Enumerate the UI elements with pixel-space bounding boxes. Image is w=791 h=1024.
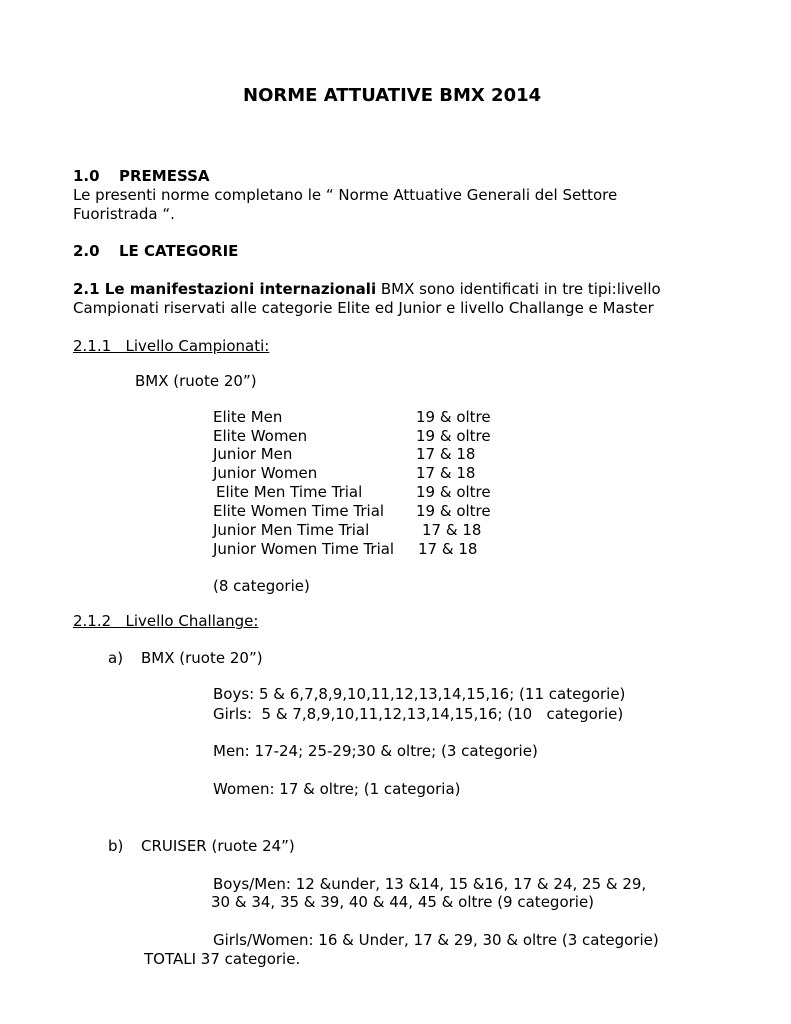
list-marker-a: a) — [108, 649, 124, 667]
section-2-1-1-heading: 2.1.1 Livello Campionati: — [73, 337, 270, 355]
category-name: Elite Men Time Trial — [216, 483, 363, 501]
category-name: Elite Men — [213, 408, 283, 426]
category-age: 17 & 18 — [416, 445, 476, 463]
category-age: 17 & 18 — [422, 521, 482, 539]
category-age: 19 & oltre — [416, 483, 491, 501]
totali: TOTALI 37 categorie. — [144, 950, 301, 968]
category-name: Junior Women Time Trial — [213, 540, 395, 558]
document-title: NORME ATTUATIVE BMX 2014 — [243, 85, 542, 106]
boys-categories: Boys: 5 & 6,7,8,9,10,11,12,13,14,15,16; (11 categorie) — [213, 685, 626, 703]
section-2-1-intro-line2: Campionati riservati alle categorie Elite ed Junior e livello Challange e Master — [73, 299, 654, 317]
bmx-challange-label: BMX (ruote 20”) — [141, 649, 263, 667]
section-1-text-line2: Fuoristrada “. — [73, 205, 175, 223]
boys-men-categories-line2: 30 & 34, 35 & 39, 40 & 44, 45 & oltre (9 categorie) — [211, 893, 595, 911]
women-categories: Women: 17 & oltre; (1 categoria) — [213, 780, 461, 798]
section-1-number: 1.0 — [73, 167, 100, 185]
section-2-1-2-heading: 2.1.2 Livello Challange: — [73, 612, 259, 630]
bmx-label: BMX (ruote 20”) — [135, 372, 257, 390]
girls-women-categories: Girls/Women: 16 & Under, 17 & 29, 30 & oltre (3 categorie) — [213, 931, 659, 949]
category-age: 17 & 18 — [418, 540, 478, 558]
section-2-1-intro-line1 — [73, 280, 661, 299]
category-name: Elite Women — [213, 427, 308, 445]
section-2-1-lead-rest: BMX sono identificati in tre tipi:livello — [376, 280, 661, 298]
category-age: 17 & 18 — [416, 464, 476, 482]
boys-men-categories-line1: Boys/Men: 12 &under, 13 &14, 15 &16, 17 & 24, 25 & 29, — [213, 875, 647, 893]
category-age: 19 & oltre — [416, 408, 491, 426]
section-2-heading: LE CATEGORIE — [119, 242, 239, 260]
section-1-heading: PREMESSA — [119, 167, 210, 185]
list-marker-b: b) — [108, 837, 124, 855]
section-1-text-line1: Le presenti norme completano le “ Norme Attuative Generali del Settore — [73, 186, 618, 204]
section-2-number: 2.0 — [73, 242, 100, 260]
category-count: (8 categorie) — [213, 577, 310, 595]
category-age: 19 & oltre — [416, 427, 491, 445]
category-name: Elite Women Time Trial — [213, 502, 385, 520]
cruiser-label: CRUISER (ruote 24”) — [141, 837, 295, 855]
category-name: Junior Women — [213, 464, 318, 482]
section-2-1-lead: 2.1 Le manifestazioni internazionali — [73, 280, 377, 298]
category-name: Junior Men Time Trial — [213, 521, 370, 539]
men-categories: Men: 17-24; 25-29;30 & oltre; (3 categorie) — [213, 742, 538, 760]
girls-categories: Girls: 5 & 7,8,9,10,11,12,13,14,15,16; (10 categorie) — [213, 705, 624, 723]
category-name: Junior Men — [213, 445, 293, 463]
category-age: 19 & oltre — [416, 502, 491, 520]
